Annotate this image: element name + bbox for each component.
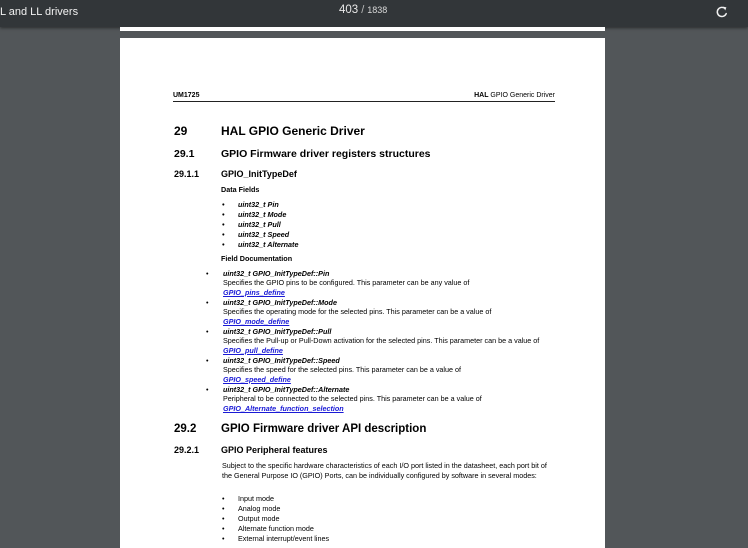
gpio-features-paragraph: Subject to the specific hardware characteristics of each I/O port listed in the datasheet, each port bit of the General Purpose IO (GPIO) Ports, can be individually configured by software in several modes:: [222, 461, 547, 480]
pdf-toolbar: [0, 0, 748, 27]
list-item: • uint32_t Speed: [221, 230, 298, 240]
list-item: • uint32_t Pin: [221, 200, 298, 210]
header-chapter-rest: GPIO Generic Driver: [488, 92, 555, 99]
section-29-title: HAL GPIO Generic Driver: [221, 124, 365, 138]
field-doc-speed: [223, 356, 563, 384]
field-doc-pull: [223, 327, 563, 355]
list-item: • uint32_t Pull: [221, 220, 298, 230]
page-separator: /: [361, 4, 365, 16]
section-29-1-1-title: GPIO_InitTypeDef: [221, 169, 297, 179]
field-doc-desc: Specifies the operating mode for the selected pins. This parameter can be a value of: [223, 307, 492, 317]
field-doc-name: • uint32_t GPIO_InitTypeDef::Speed: [223, 356, 340, 365]
gpio-modes-list: [221, 494, 329, 544]
list-item: • Analog mode: [221, 504, 329, 514]
list-item: • uint32_t Alternate: [221, 240, 298, 250]
field-doc-link[interactable]: GPIO_mode_define: [223, 316, 290, 326]
data-fields-heading: Data Fields: [221, 185, 260, 194]
total-pages: 1838: [367, 5, 388, 15]
previous-page-edge: [120, 27, 605, 31]
list-item: • External interrupt/event lines: [221, 534, 329, 544]
section-29-1-1-number: 29.1.1: [174, 169, 200, 179]
list-item: • Input mode: [221, 494, 329, 504]
field-doc-mode: [223, 298, 563, 326]
field-doc-desc: Peripheral to be connected to the selected pins. This parameter can be a value of: [223, 394, 482, 404]
section-29-1-title: GPIO Firmware driver registers structures: [221, 148, 431, 160]
data-fields-list: [221, 200, 298, 250]
field-doc-name: • uint32_t GPIO_InitTypeDef::Alternate: [223, 385, 350, 394]
current-page-input[interactable]: 403: [339, 4, 359, 16]
field-doc-link[interactable]: GPIO_pull_define: [223, 345, 283, 355]
pdf-page: [120, 38, 605, 548]
rotate-icon[interactable]: [715, 5, 729, 19]
section-29-2-number: 29.2: [174, 423, 197, 435]
header-chapter-bold: HAL: [474, 92, 489, 99]
field-documentation-heading: Field Documentation: [221, 254, 293, 263]
page-indicator: [339, 4, 387, 16]
list-item: • Output mode: [221, 514, 329, 524]
section-29-2-title: GPIO Firmware driver API description: [221, 423, 427, 435]
field-doc-link[interactable]: GPIO_speed_define: [223, 374, 291, 384]
page-header: [173, 92, 555, 102]
section-29-number: 29: [174, 124, 188, 138]
document-title: L and LL drivers: [0, 6, 79, 18]
field-doc-alternate: [223, 385, 563, 413]
header-chapter: [474, 92, 555, 99]
field-doc-link[interactable]: GPIO_Alternate_function_selection: [223, 403, 344, 413]
list-item: • uint32_t Mode: [221, 210, 298, 220]
field-doc-name: • uint32_t GPIO_InitTypeDef::Pull: [223, 327, 332, 336]
field-doc-pin: [223, 269, 563, 297]
field-doc-desc: Specifies the speed for the selected pins. This parameter can be a value of: [223, 365, 461, 375]
field-doc-link[interactable]: GPIO_pins_define: [223, 287, 285, 297]
section-29-1-number: 29.1: [174, 148, 195, 160]
section-29-2-1-number: 29.2.1: [174, 445, 200, 455]
field-doc-name: • uint32_t GPIO_InitTypeDef::Pin: [223, 269, 330, 278]
header-doc-id: UM1725: [173, 92, 200, 99]
section-29-2-1-title: GPIO Peripheral features: [221, 445, 328, 455]
field-doc-desc: Specifies the GPIO pins to be configured. This parameter can be any value of: [223, 278, 470, 288]
list-item: • Alternate function mode: [221, 524, 329, 534]
field-doc-name: • uint32_t GPIO_InitTypeDef::Mode: [223, 298, 337, 307]
field-doc-desc: Specifies the Pull-up or Pull-Down activation for the selected pins. This parameter can be a value of: [223, 336, 540, 346]
